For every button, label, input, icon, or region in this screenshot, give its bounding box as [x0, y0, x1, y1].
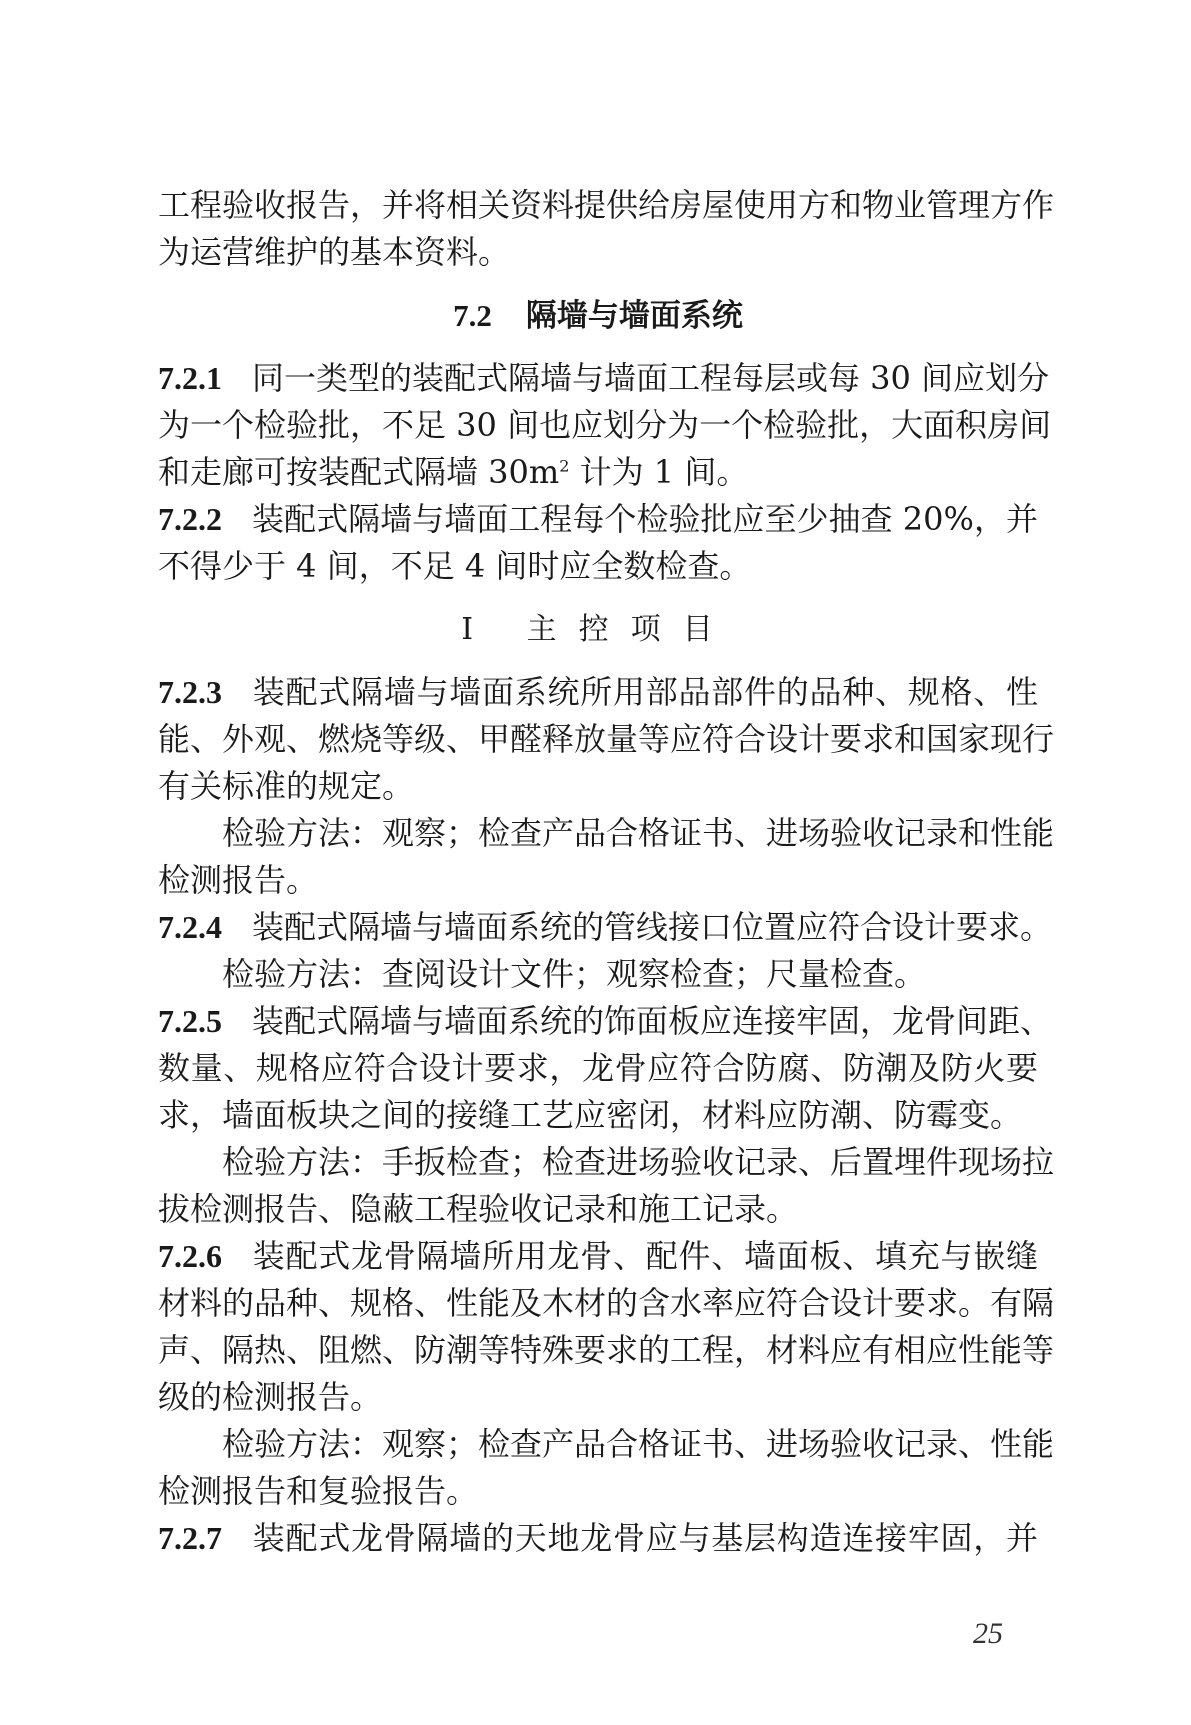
subsection-heading: Ⅰ 主控项目	[461, 612, 735, 647]
section-title: 隔墙与墙面系统	[525, 298, 743, 334]
page-number: 25	[973, 1617, 1003, 1650]
clause-text: 装配式隔墙与墙面系统的饰面板应连接牢固，龙骨间距、	[252, 1002, 1053, 1040]
clause-7-2-5-line-3: 求，墙面板块之间的接缝工艺应密闭，材料应防潮、防霉变。	[158, 1096, 1023, 1134]
clause-7-2-1-line-1	[158, 355, 1050, 402]
clause-7-2-6-line-1	[158, 1233, 1038, 1280]
clause-7-2-4-line-1	[158, 904, 1053, 951]
intro-line-2: 为运营维护的基本资料。	[158, 233, 511, 271]
clause-number: 7.2.2	[158, 501, 222, 537]
clause-7-2-6-line-2: 材料的品种、规格、性能及木材的含水率应符合设计要求。有隔	[158, 1284, 1055, 1322]
clause-number: 7.2.3	[158, 674, 222, 710]
clause-7-2-6-line-3: 声、隔热、阻燃、防潮等特殊要求的工程，材料应有相应性能等	[158, 1331, 1055, 1369]
clause-text: 装配式隔墙与墙面系统所用部品部件的品种、规格、性	[252, 673, 1038, 711]
clause-text: 计为 1 间。	[569, 453, 749, 491]
clause-7-2-4-method-1: 检验方法：查阅设计文件；观察检查；尺量检查。	[222, 955, 927, 993]
clause-7-2-3-method-2: 检测报告。	[158, 861, 319, 899]
clause-text: 和走廊可按装配式隔墙 30m	[158, 453, 560, 491]
intro-line-1: 工程验收报告，并将相关资料提供给房屋使用方和物业管理方作	[158, 186, 1055, 224]
superscript: 2	[559, 456, 570, 476]
clause-7-2-1-line-3	[158, 449, 1038, 496]
section-heading	[158, 292, 1038, 339]
clause-7-2-3-line-2: 能、外观、燃烧等级、甲醛释放量等应符合设计要求和国家现行	[158, 720, 1055, 758]
clause-7-2-3-line-3: 有关标准的规定。	[158, 767, 415, 805]
document-page	[158, 182, 1055, 1562]
clause-7-2-3-line-1	[158, 669, 1038, 716]
clause-7-2-5-line-1	[158, 998, 1053, 1045]
clause-7-2-6-method-1: 检验方法：观察；检查产品合格证书、进场验收记录、性能	[222, 1425, 1055, 1463]
clause-7-2-7-line-1	[158, 1515, 1038, 1562]
clause-7-2-3-method-1: 检验方法：观察；检查产品合格证书、进场验收记录和性能	[222, 814, 1055, 852]
clause-text: 装配式隔墙与墙面工程每个检验批应至少抽查 20%，并	[252, 500, 1038, 538]
clause-number: 7.2.4	[158, 909, 222, 945]
clause-7-2-2-line-2: 不得少于 4 间，不足 4 间时应全数检查。	[158, 547, 752, 585]
clause-text: 装配式龙骨隔墙的天地龙骨应与基层构造连接牢固，并	[252, 1519, 1038, 1557]
clause-number: 7.2.7	[158, 1520, 222, 1556]
clause-number: 7.2.1	[158, 360, 222, 396]
clause-7-2-5-method-1: 检验方法：手扳检查；检查进场验收记录、后置埋件现场拉	[222, 1143, 1055, 1181]
clause-7-2-6-line-4: 级的检测报告。	[158, 1378, 383, 1416]
clause-text: 装配式龙骨隔墙所用龙骨、配件、墙面板、填充与嵌缝	[252, 1237, 1038, 1275]
clause-number: 7.2.6	[158, 1238, 222, 1274]
clause-7-2-1-line-2: 为一个检验批，不足 30 间也应划分为一个检验批，大面积房间	[158, 406, 1052, 444]
clause-7-2-5-method-2: 拔检测报告、隐蔽工程验收记录和施工记录。	[158, 1190, 799, 1228]
section-number: 7.2	[453, 298, 492, 333]
clause-text: 装配式隔墙与墙面系统的管线接口位置应符合设计要求。	[252, 908, 1053, 946]
clause-number: 7.2.5	[158, 1003, 222, 1039]
clause-7-2-5-line-2: 数量、规格应符合设计要求，龙骨应符合防腐、防潮及防火要	[158, 1049, 1038, 1087]
clause-text: 同一类型的装配式隔墙与墙面工程每层或每 30 间应划分	[252, 359, 1050, 397]
clause-7-2-6-method-2: 检测报告和复验报告。	[158, 1472, 479, 1510]
clause-7-2-2-line-1	[158, 496, 1038, 543]
